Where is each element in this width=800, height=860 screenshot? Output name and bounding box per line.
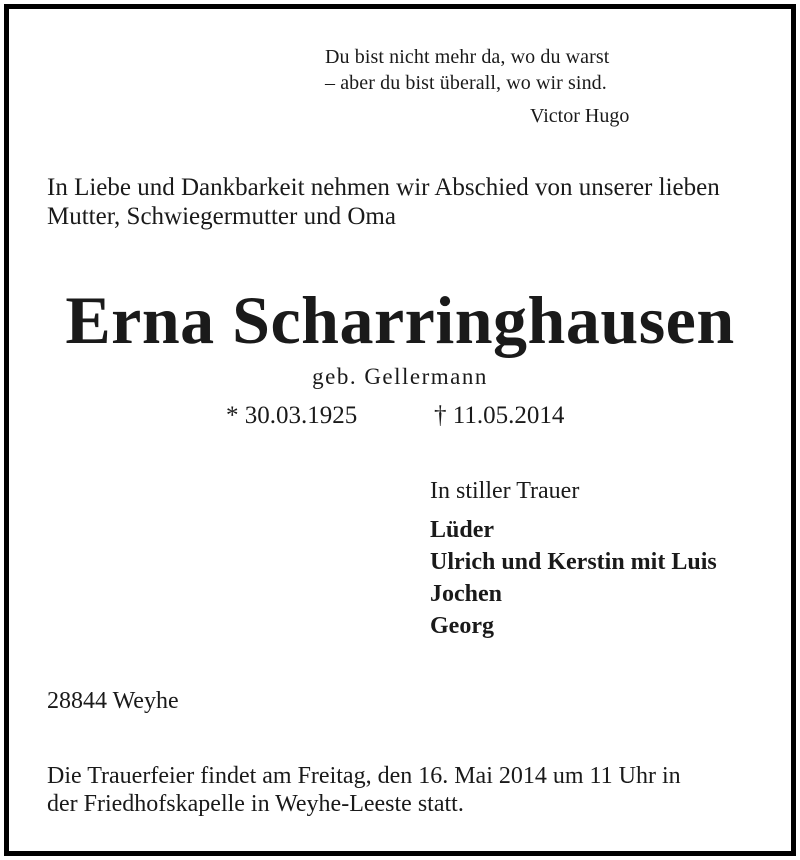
intro-line-2: Mutter, Schwiegermutter und Oma — [47, 203, 396, 230]
location: 28844 Weyhe — [47, 688, 179, 714]
mourner-name: Lüder — [430, 517, 495, 543]
quote — [325, 44, 655, 96]
ceremony-line-1: Die Trauerfeier findet am Freitag, den 16. Mai 2014 um 11 Uhr in — [47, 763, 681, 789]
death-date: † 11.05.2014 — [434, 402, 565, 429]
mourning-heading: In stiller Trauer — [430, 478, 580, 504]
ceremony-notice — [47, 762, 767, 818]
obituary-frame — [4, 4, 796, 856]
quote-line-1: Du bist nicht mehr da, wo du warst — [325, 46, 610, 68]
maiden-name: geb. Gellermann — [312, 364, 488, 389]
mourners-list — [430, 514, 717, 642]
mourner-name: Georg — [430, 613, 494, 639]
intro-text — [47, 173, 767, 231]
birth-date: * 30.03.1925 — [226, 402, 358, 429]
deceased-name: Erna Scharringhausen — [65, 282, 735, 358]
quote-line-2: – aber du bist überall, wo wir sind. — [325, 72, 607, 94]
intro-line-1: In Liebe und Dankbarkeit nehmen wir Abschied von unserer lieben — [47, 174, 720, 201]
ceremony-line-2: der Friedhofskapelle in Weyhe-Leeste statt. — [47, 791, 464, 817]
mourner-name: Jochen — [430, 581, 502, 607]
quote-author: Victor Hugo — [530, 105, 630, 127]
mourner-name: Ulrich und Kerstin mit Luis — [430, 549, 717, 575]
